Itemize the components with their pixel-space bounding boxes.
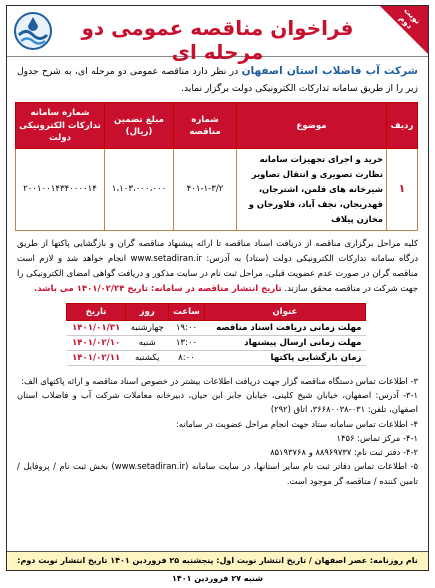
table-row <box>67 335 366 350</box>
info-line: ۳-۱- آدرس: اصفهان، خیابان شیخ کلینی، خیابان جابر ابن حیان، دبیرخانه معاملات شرکت آب و فاضلاب استان اصفهان، تلفن: ۰۳۱-۳۶۶۸۰۰۳۸، اتاق (۲۹۲) <box>17 389 418 415</box>
corner-label: نوبت دوم <box>397 5 423 31</box>
tender-table-header <box>16 103 418 148</box>
info-line: ۳- اطلاعات تماس دستگاه مناقصه گزار جهت دریافت اطلاعات بیشتر در خصوص اسناد مناقصه و ارائه پاکتهای الف: <box>21 375 418 386</box>
header-tender-no: شماره مناقصه <box>174 103 237 148</box>
header-subject: موضوع <box>237 103 387 148</box>
schedule-time: ۸:۰۰ <box>169 350 204 365</box>
table-row <box>16 148 418 231</box>
intro-body: در نظر دارد مناقصه عمومی دو مرحله ای، به شرح جدول زیر را از طریق سامانه تدارکات الکترونیکی دولت برگزار نماید. <box>17 66 418 94</box>
schedule-table <box>66 303 366 366</box>
schedule-time: ۱۹:۰۰ <box>169 320 204 335</box>
procedure-paragraph <box>7 231 428 297</box>
schedule-day: شنبه <box>126 335 169 350</box>
table-row <box>67 320 366 335</box>
schedule-header-date: تاریخ <box>67 303 126 320</box>
schedule-subject: مهلت زمانی ارسال پیشنهاد <box>204 335 365 350</box>
procedure-text: کلیه مراحل برگزاری مناقصه از دریافت اسناد مناقصه تا ارائه پیشنهاد مناقصه گران و بازگشایی پاکتها از طریق درگاه سامانه تدارکات الکترونیکی دولت (ستاد) به آدرس: www.setadiran.ir انجام خواهد شد و لازم است مناقصه گران در صورت عدم عضویت قبلی، مراحل ثبت نام در سایت مذکور و دریافت گواهی امضای الکترونیکی را جهت شرکت در مناقصه محقق سازند. <box>17 239 418 294</box>
info-line: ۴- اطلاعات تماس سامانه ستاد جهت انجام مراحل عضویت در سامانه: <box>176 418 418 429</box>
publish-date-text: تاریخ انتشار مناقصه در سامانه: تاریخ ۱۴۰۱/۰۲/۲۴ می باشد. <box>34 283 282 294</box>
schedule-header-day: روز <box>126 303 169 320</box>
info-line: ۵- اطلاعات تماس دفاتر ثبت نام سایر استانها، در سایت سامانه (www.setadiran.ir) بخش ثبت نام / پروفایل / تامین کننده / مناقصه گر موجود است. <box>17 461 418 486</box>
tender-table <box>15 102 418 231</box>
organization-name: شرکت آب فاضلاب استان اصفهان <box>241 65 418 77</box>
notice-header <box>7 5 428 64</box>
header-system-no: شماره سامانه تدارکات الکترونیکی دولت <box>16 103 105 148</box>
schedule-day: یکشنبه <box>126 350 169 365</box>
schedule-time: ۱۳:۰۰ <box>169 335 204 350</box>
schedule-header <box>67 303 366 320</box>
row-subject: خرید و اجرای تجهیزات سامانه نظارت تصویری و انتقال تصاویر شیرخانه های قلمن، اشترجان، قهدریجان، نجف آباد، فلاورجان و مخازن پیلاف <box>237 148 387 231</box>
header-guarantee: مبلغ تضمین (ریال) <box>105 103 174 148</box>
schedule-date: ۱۴۰۱/۰۲/۱۰ <box>67 335 126 350</box>
row-system-no: ۲۰۰۱۰۰۱۴۳۴۰۰۰۰۱۴ <box>16 148 105 231</box>
schedule-header-time: ساعت <box>169 303 204 320</box>
notice-title: فراخوان مناقصه عمومی دو مرحله ای <box>81 16 354 64</box>
tender-notice <box>6 5 429 583</box>
table-row <box>67 350 366 365</box>
row-tender-no: ۴۰۱-۱-۳/۲ <box>174 148 237 231</box>
schedule-subject: زمان بازگشایی پاکتها <box>204 350 365 365</box>
schedule-day: چهارشنبه <box>126 320 169 335</box>
schedule-date: ۱۴۰۱/۰۲/۱۱ <box>67 350 126 365</box>
contact-info <box>7 366 428 488</box>
info-line: ۴-۱- مرکز تماس: ۱۴۵۶ <box>336 432 418 443</box>
schedule-header-subject: عنوان <box>204 303 365 320</box>
water-company-logo-icon <box>13 11 53 51</box>
publication-footer: نام روزنامه: عصر اصفهان / تاریخ انتشار نوبت اول: پنجشنبه ۲۵ فروردین ۱۴۰۱ تاریخ انتشار نوبت دوم: شنبه ۲۷ فروردین ۱۴۰۱ <box>7 551 428 570</box>
row-index: ۱ <box>387 148 418 231</box>
header-row-index: ردیف <box>387 103 418 148</box>
info-line: ۴-۲- دفتر ثبت نام: ۸۸۹۶۹۷۳۷ و ۸۵۱۹۳۷۶۸ <box>270 447 418 458</box>
row-guarantee: ۱،۱۰۳،۰۰۰،۰۰۰ <box>105 148 174 231</box>
schedule-subject: مهلت زمانی دریافت اسناد مناقصه <box>204 320 365 335</box>
schedule-date: ۱۴۰۱/۰۱/۳۱ <box>67 320 126 335</box>
